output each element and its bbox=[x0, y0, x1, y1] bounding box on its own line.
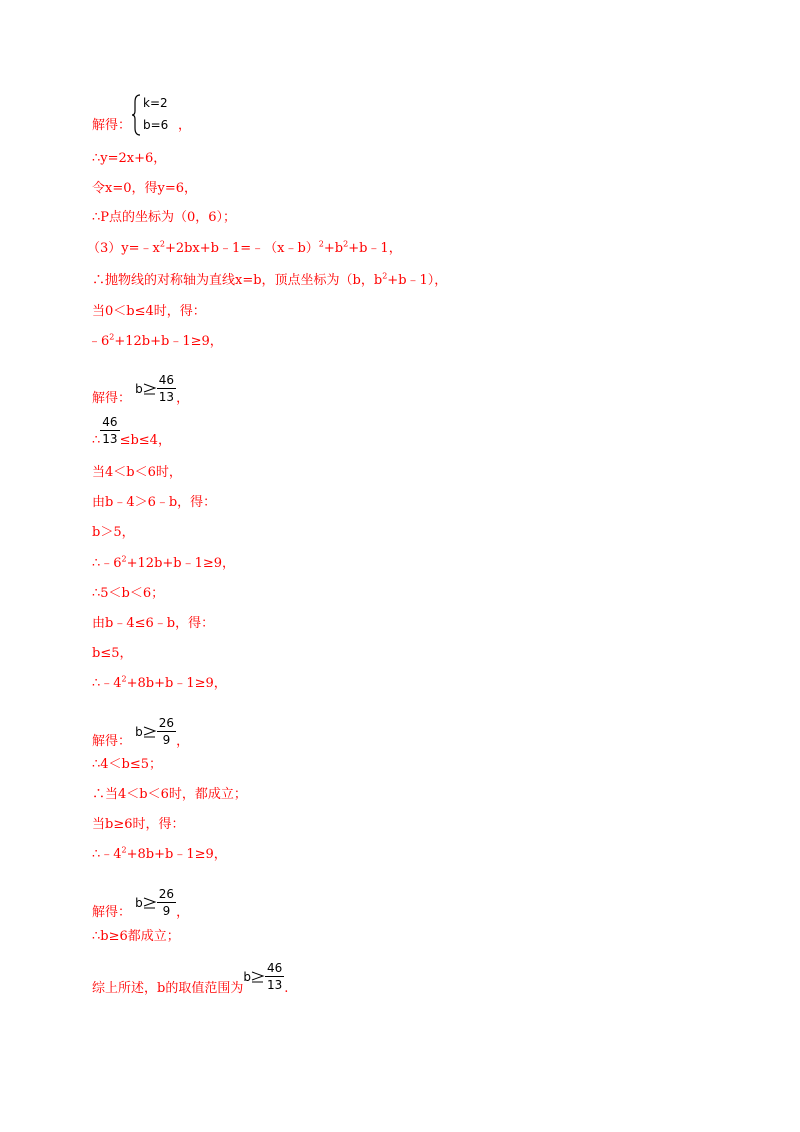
line-ineq3 bbox=[92, 676, 227, 692]
text: ﹣6 bbox=[88, 334, 110, 349]
text: +12b+b﹣1≥9， bbox=[126, 556, 236, 571]
equation-k: k=2 bbox=[143, 96, 168, 110]
text: 解得： bbox=[92, 734, 132, 749]
line-case3 bbox=[92, 817, 185, 833]
line-solve1 bbox=[92, 372, 189, 407]
fraction bbox=[157, 886, 176, 919]
text: ∴﹣6 bbox=[92, 556, 122, 571]
text: 由b﹣4≤6﹣b，得： bbox=[92, 616, 215, 631]
line-range2 bbox=[92, 586, 164, 602]
text: ∴5＜b＜6； bbox=[92, 586, 165, 601]
fraction bbox=[157, 372, 176, 405]
line-ineq1 bbox=[88, 334, 223, 350]
denominator: 9 bbox=[162, 733, 171, 747]
b-var: b bbox=[135, 381, 143, 396]
text: ， bbox=[176, 391, 190, 406]
fraction bbox=[157, 715, 176, 748]
line-point-p bbox=[92, 210, 236, 226]
b-var: b bbox=[135, 724, 143, 739]
denominator: 9 bbox=[162, 904, 171, 918]
sup: 2 bbox=[121, 554, 127, 564]
geq-icon bbox=[251, 971, 265, 983]
text: ∴ bbox=[92, 433, 101, 448]
text: ∴y=2x+6， bbox=[92, 151, 167, 166]
text: b≤5， bbox=[92, 646, 133, 661]
line-part3 bbox=[87, 241, 402, 257]
numerator: 46 bbox=[102, 415, 118, 429]
equation-suffix: ， bbox=[178, 118, 192, 133]
text: +b﹣1， bbox=[348, 241, 402, 256]
text: （3）y=﹣x bbox=[87, 241, 160, 256]
text: 综上所述，b的取值范围为 bbox=[92, 981, 244, 996]
text: +b bbox=[323, 241, 344, 256]
denominator: 13 bbox=[102, 432, 118, 446]
text-prefix: 解得： bbox=[92, 118, 132, 133]
line-ineq2 bbox=[92, 556, 235, 572]
numerator: 46 bbox=[158, 373, 175, 387]
text: ∴P点的坐标为（0，6）； bbox=[92, 210, 237, 225]
line-range3 bbox=[92, 757, 162, 773]
solution-line-system bbox=[92, 118, 131, 134]
numerator: 26 bbox=[158, 716, 175, 730]
fraction bbox=[265, 960, 284, 993]
b-var: b bbox=[135, 895, 143, 910]
line-conclusion bbox=[92, 960, 288, 997]
text: ∴b≥6都成立； bbox=[92, 929, 180, 944]
fraction bbox=[100, 414, 119, 447]
sup: 2 bbox=[109, 332, 115, 342]
line-holds2 bbox=[92, 929, 180, 945]
text: 当4＜b＜6时， bbox=[92, 465, 182, 480]
text: 解得： bbox=[92, 391, 132, 406]
sup: 2 bbox=[382, 271, 388, 281]
text: 当0＜b≤4时，得： bbox=[92, 304, 206, 319]
sup: 2 bbox=[343, 239, 349, 249]
text: 由b﹣4＞6﹣b，得： bbox=[92, 495, 217, 510]
text: ∴﹣4 bbox=[92, 676, 122, 691]
b-var: b bbox=[243, 969, 251, 984]
line-from2 bbox=[92, 616, 214, 632]
sup: 2 bbox=[121, 845, 127, 855]
text: ， bbox=[176, 734, 190, 749]
text: +2bx+b﹣1=﹣（x﹣b） bbox=[164, 241, 319, 256]
text: +8b+b﹣1≥9， bbox=[126, 676, 227, 691]
line-b-gt5 bbox=[92, 525, 135, 541]
brace-icon bbox=[131, 94, 141, 139]
line-axis bbox=[92, 273, 447, 289]
sup: 2 bbox=[159, 239, 165, 249]
text: ∴﹣4 bbox=[92, 847, 122, 862]
text: ≤b≤4， bbox=[119, 433, 171, 448]
denominator: 13 bbox=[158, 390, 175, 404]
line-ineq4 bbox=[92, 847, 227, 863]
text: +12b+b﹣1≥9， bbox=[114, 334, 223, 349]
line-holds1 bbox=[92, 787, 247, 803]
line-case2 bbox=[92, 465, 182, 481]
text: ∴4＜b≤5； bbox=[92, 757, 163, 772]
text: . bbox=[284, 981, 289, 996]
text: 当b≥6时，得： bbox=[92, 817, 185, 832]
numerator: 26 bbox=[158, 887, 175, 901]
line-from1 bbox=[92, 495, 216, 511]
geq-icon bbox=[143, 726, 157, 738]
geq-icon bbox=[143, 897, 157, 909]
text: ∴抛物线的对称轴为直线x=b，顶点坐标为（b，b bbox=[92, 273, 383, 288]
denominator: 13 bbox=[266, 978, 283, 992]
line-range1 bbox=[92, 414, 171, 449]
line-b-le5 bbox=[92, 646, 133, 662]
text: b＞5， bbox=[92, 525, 135, 540]
text: 令x=0，得y=6， bbox=[92, 181, 198, 196]
equation-b: b=6 bbox=[143, 118, 169, 132]
sup: 2 bbox=[318, 239, 324, 249]
line-y-eq bbox=[92, 151, 166, 167]
text: +8b+b﹣1≥9， bbox=[126, 847, 227, 862]
line-let-x bbox=[92, 181, 197, 197]
sup: 2 bbox=[121, 674, 127, 684]
text: ， bbox=[176, 905, 190, 920]
text: ∴当4＜b＜6时，都成立； bbox=[92, 787, 247, 802]
line-case1 bbox=[92, 304, 206, 320]
text: +b﹣1）， bbox=[387, 273, 448, 288]
geq-icon bbox=[143, 383, 157, 395]
line-solve2 bbox=[92, 715, 189, 750]
line-solve3 bbox=[92, 886, 189, 921]
text: 解得： bbox=[92, 905, 132, 920]
numerator: 46 bbox=[266, 961, 283, 975]
